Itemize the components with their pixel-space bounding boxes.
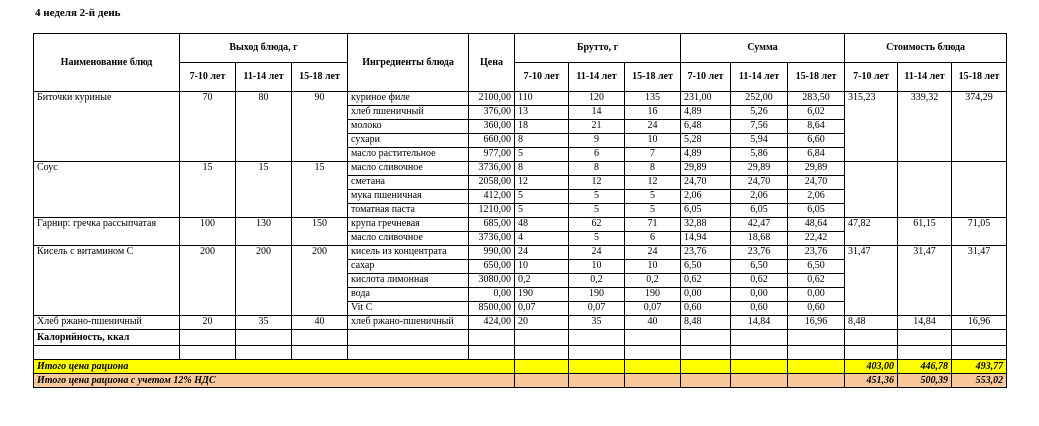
- header-sum-age: 11-14 лет: [731, 63, 788, 92]
- calories-row: [34, 330, 1007, 346]
- dish-output: 200: [292, 246, 348, 316]
- blank-cell: [952, 346, 1007, 360]
- dish-output: 100: [180, 218, 236, 246]
- ingredient-sum: 6,05: [681, 204, 731, 218]
- calories-cell: [898, 330, 952, 346]
- ingredient-price: 1210,00: [469, 204, 515, 218]
- ingredient-brutto: 10: [625, 260, 681, 274]
- calories-cell: [180, 330, 236, 346]
- ingredient-brutto: 0,2: [625, 274, 681, 288]
- ingredient-brutto: 5: [569, 190, 625, 204]
- ingredient-sum: 24,70: [681, 176, 731, 190]
- ingredient-name: Vit C: [348, 302, 469, 316]
- ingredient-brutto: 5: [515, 204, 569, 218]
- calories-cell: [625, 330, 681, 346]
- ingredient-brutto: 8: [569, 162, 625, 176]
- ingredient-sum: 5,28: [681, 134, 731, 148]
- header-dish-name: Наименование блюд: [34, 34, 180, 92]
- header-brutto-age: 11-14 лет: [569, 63, 625, 92]
- ingredient-brutto: 5: [515, 148, 569, 162]
- blank-cell: [292, 346, 348, 360]
- total-empty-cell: [731, 374, 788, 388]
- total-empty-cell: [731, 360, 788, 374]
- dish-output: 130: [236, 218, 292, 246]
- dish-name: Кисель с витамином С: [34, 246, 180, 316]
- blank-cell: [515, 346, 569, 360]
- blank-cell: [681, 346, 731, 360]
- ingredient-sum: 8,64: [788, 120, 845, 134]
- ingredient-price: 3736,00: [469, 162, 515, 176]
- ingredient-sum: 6,50: [681, 260, 731, 274]
- ingredient-brutto: 71: [625, 218, 681, 232]
- dish-output: 35: [236, 316, 292, 330]
- ingredient-brutto: 5: [569, 232, 625, 246]
- dish-output: 15: [292, 162, 348, 218]
- total-empty-cell: [788, 360, 845, 374]
- ingredient-price: 8500,00: [469, 302, 515, 316]
- ingredient-brutto: 0,07: [569, 302, 625, 316]
- blank-row: [34, 346, 1007, 360]
- ingredient-name: масло сливочное: [348, 232, 469, 246]
- ingredient-price: 412,00: [469, 190, 515, 204]
- ingredient-brutto: 190: [515, 288, 569, 302]
- dish-output: 15: [180, 162, 236, 218]
- ingredient-brutto: 13: [515, 106, 569, 120]
- header-sum: Сумма: [681, 34, 845, 63]
- ingredient-brutto: 0,07: [625, 302, 681, 316]
- ingredient-sum: 29,89: [731, 162, 788, 176]
- ingredient-sum: 16,96: [788, 316, 845, 330]
- ingredient-sum: 6,60: [788, 134, 845, 148]
- ingredient-brutto: 120: [569, 92, 625, 106]
- ingredient-brutto: 18: [515, 120, 569, 134]
- total-value: 451,36: [845, 374, 898, 388]
- total-empty-cell: [681, 360, 731, 374]
- ingredient-price: 990,00: [469, 246, 515, 260]
- calories-label: Калорийность, ккал: [34, 330, 180, 346]
- table-row: [34, 92, 1007, 106]
- ingredient-brutto: 10: [625, 134, 681, 148]
- ingredient-name: сахар: [348, 260, 469, 274]
- ingredient-brutto: 0,2: [569, 274, 625, 288]
- blank-cell: [845, 346, 898, 360]
- ingredient-brutto: 0,07: [515, 302, 569, 316]
- ingredient-brutto: 0,2: [515, 274, 569, 288]
- ingredient-brutto: 48: [515, 218, 569, 232]
- ingredient-brutto: 12: [569, 176, 625, 190]
- ingredient-brutto: 21: [569, 120, 625, 134]
- dish-cost: [952, 162, 1007, 218]
- ingredient-sum: 0,60: [731, 302, 788, 316]
- header-sum-age: 15-18 лет: [788, 63, 845, 92]
- ingredient-brutto: 4: [515, 232, 569, 246]
- ingredient-price: 3736,00: [469, 232, 515, 246]
- dish-cost: 31,47: [845, 246, 898, 316]
- blank-cell: [788, 346, 845, 360]
- ingredient-sum: 0,62: [731, 274, 788, 288]
- ingredient-sum: 23,76: [788, 246, 845, 260]
- total-empty-cell: [625, 360, 681, 374]
- total-empty-cell: [681, 374, 731, 388]
- ingredient-sum: 23,76: [681, 246, 731, 260]
- page-title: 4 неделя 2-й день: [35, 7, 121, 19]
- calories-cell: [569, 330, 625, 346]
- ingredient-sum: 283,50: [788, 92, 845, 106]
- ingredient-brutto: 20: [515, 316, 569, 330]
- header-cost-age: 11-14 лет: [898, 63, 952, 92]
- blank-cell: [180, 346, 236, 360]
- header-brutto-age: 7-10 лет: [515, 63, 569, 92]
- dish-cost: 8,48: [845, 316, 898, 330]
- calories-cell: [515, 330, 569, 346]
- header-cost: Стоимость блюда: [845, 34, 1007, 63]
- ingredient-name: крупа гречневая: [348, 218, 469, 232]
- header-cost-age: 7-10 лет: [845, 63, 898, 92]
- header-output: Выход блюда, г: [180, 34, 348, 63]
- ingredient-brutto: 6: [569, 148, 625, 162]
- blank-cell: [625, 346, 681, 360]
- ingredient-brutto: 190: [569, 288, 625, 302]
- ingredient-sum: 0,00: [681, 288, 731, 302]
- ingredient-name: молоко: [348, 120, 469, 134]
- ingredient-sum: 29,89: [681, 162, 731, 176]
- ingredient-sum: 2,06: [731, 190, 788, 204]
- ingredient-brutto: 9: [569, 134, 625, 148]
- total-empty-cell: [515, 374, 569, 388]
- dish-output: 200: [180, 246, 236, 316]
- ingredient-name: кисель из концентрата: [348, 246, 469, 260]
- total-empty-cell: [569, 374, 625, 388]
- ingredient-sum: 7,56: [731, 120, 788, 134]
- calories-cell: [236, 330, 292, 346]
- calories-cell: [469, 330, 515, 346]
- ingredient-brutto: 5: [569, 204, 625, 218]
- ingredient-brutto: 62: [569, 218, 625, 232]
- blank-cell: [348, 346, 469, 360]
- header-sum-age: 7-10 лет: [681, 63, 731, 92]
- ingredient-name: томатная паста: [348, 204, 469, 218]
- ingredient-brutto: 35: [569, 316, 625, 330]
- ingredient-sum: 42,47: [731, 218, 788, 232]
- ingredient-price: 424,00: [469, 316, 515, 330]
- ingredient-brutto: 110: [515, 92, 569, 106]
- header-brutto: Брутто, г: [515, 34, 681, 63]
- calories-cell: [788, 330, 845, 346]
- menu-table: [33, 33, 1007, 388]
- ingredient-sum: 231,00: [681, 92, 731, 106]
- header-price: Цена: [469, 34, 515, 92]
- ingredient-brutto: 10: [515, 260, 569, 274]
- ingredient-price: 360,00: [469, 120, 515, 134]
- calories-cell: [348, 330, 469, 346]
- ingredient-sum: 2,06: [788, 190, 845, 204]
- ingredient-brutto: 6: [625, 232, 681, 246]
- ingredient-name: кислота лимонная: [348, 274, 469, 288]
- ingredient-sum: 14,84: [731, 316, 788, 330]
- header-output-age: 11-14 лет: [236, 63, 292, 92]
- total-value: 553,02: [952, 374, 1007, 388]
- ingredient-sum: 23,76: [731, 246, 788, 260]
- ingredient-sum: 6,50: [731, 260, 788, 274]
- ingredient-sum: 5,86: [731, 148, 788, 162]
- ingredient-sum: 24,70: [731, 176, 788, 190]
- calories-cell: [731, 330, 788, 346]
- total-empty-cell: [625, 374, 681, 388]
- calories-cell: [292, 330, 348, 346]
- table-row: [34, 162, 1007, 176]
- blank-cell: [34, 346, 180, 360]
- ingredient-name: хлеб пшеничный: [348, 106, 469, 120]
- age-header-row: [34, 63, 1007, 92]
- blank-cell: [469, 346, 515, 360]
- dish-cost: 14,84: [898, 316, 952, 330]
- dish-cost: 315,23: [845, 92, 898, 162]
- ingredient-sum: 29,89: [788, 162, 845, 176]
- total-row: [34, 374, 1007, 388]
- ingredient-brutto: 8: [515, 162, 569, 176]
- total-value: 403,00: [845, 360, 898, 374]
- dish-output: 150: [292, 218, 348, 246]
- header-brutto-age: 15-18 лет: [625, 63, 681, 92]
- dish-name: Хлеб ржано-пшеничный: [34, 316, 180, 330]
- dish-cost: [845, 162, 898, 218]
- dish-output: 20: [180, 316, 236, 330]
- total-label: Итого цена рациона с учетом 12% НДС: [34, 374, 515, 388]
- ingredient-sum: 2,06: [681, 190, 731, 204]
- ingredient-sum: 0,00: [731, 288, 788, 302]
- ingredient-sum: 4,89: [681, 148, 731, 162]
- ingredient-sum: 6,02: [788, 106, 845, 120]
- total-row: [34, 360, 1007, 374]
- ingredient-brutto: 5: [625, 190, 681, 204]
- total-value: 493,77: [952, 360, 1007, 374]
- ingredient-sum: 6,05: [731, 204, 788, 218]
- ingredient-price: 2058,00: [469, 176, 515, 190]
- ingredient-brutto: 7: [625, 148, 681, 162]
- dish-output: 90: [292, 92, 348, 162]
- blank-cell: [731, 346, 788, 360]
- ingredient-sum: 0,62: [681, 274, 731, 288]
- ingredient-name: сухари: [348, 134, 469, 148]
- dish-name: Биточки куриные: [34, 92, 180, 162]
- ingredient-brutto: 24: [515, 246, 569, 260]
- ingredient-sum: 8,48: [681, 316, 731, 330]
- ingredient-price: 685,00: [469, 218, 515, 232]
- ingredient-sum: 6,48: [681, 120, 731, 134]
- total-value: 446,78: [898, 360, 952, 374]
- total-label: Итого цена рациона: [34, 360, 515, 374]
- ingredient-name: масло сливочное: [348, 162, 469, 176]
- ingredient-sum: 0,60: [681, 302, 731, 316]
- ingredient-sum: 0,00: [788, 288, 845, 302]
- ingredient-price: 650,00: [469, 260, 515, 274]
- ingredient-sum: 4,89: [681, 106, 731, 120]
- dish-cost: 31,47: [898, 246, 952, 316]
- total-empty-cell: [788, 374, 845, 388]
- ingredient-sum: 14,94: [681, 232, 731, 246]
- ingredient-sum: 6,84: [788, 148, 845, 162]
- dish-name: Гарнир: гречка рассыпчатая: [34, 218, 180, 246]
- dish-cost: 16,96: [952, 316, 1007, 330]
- dish-output: 40: [292, 316, 348, 330]
- ingredient-brutto: 14: [569, 106, 625, 120]
- ingredient-price: 2100,00: [469, 92, 515, 106]
- ingredient-price: 376,00: [469, 106, 515, 120]
- dish-cost: [898, 162, 952, 218]
- table-row: [34, 246, 1007, 260]
- ingredient-sum: 252,00: [731, 92, 788, 106]
- ingredient-sum: 5,94: [731, 134, 788, 148]
- dish-output: 200: [236, 246, 292, 316]
- ingredient-brutto: 190: [625, 288, 681, 302]
- ingredient-sum: 48,64: [788, 218, 845, 232]
- table-row: [34, 316, 1007, 330]
- ingredient-sum: 6,05: [788, 204, 845, 218]
- ingredient-brutto: 24: [625, 246, 681, 260]
- ingredient-name: сметана: [348, 176, 469, 190]
- header-output-age: 7-10 лет: [180, 63, 236, 92]
- ingredient-name: вода: [348, 288, 469, 302]
- ingredient-brutto: 8: [625, 162, 681, 176]
- ingredient-brutto: 24: [569, 246, 625, 260]
- calories-cell: [681, 330, 731, 346]
- dish-cost: 339,32: [898, 92, 952, 162]
- ingredient-price: 0,00: [469, 288, 515, 302]
- total-empty-cell: [569, 360, 625, 374]
- ingredient-sum: 24,70: [788, 176, 845, 190]
- ingredient-brutto: 5: [515, 190, 569, 204]
- header-cost-age: 15-18 лет: [952, 63, 1007, 92]
- ingredient-name: хлеб ржано-пшеничный: [348, 316, 469, 330]
- ingredient-brutto: 16: [625, 106, 681, 120]
- header-output-age: 15-18 лет: [292, 63, 348, 92]
- dish-cost: 61,15: [898, 218, 952, 246]
- ingredient-brutto: 24: [625, 120, 681, 134]
- ingredient-name: мука пшеничная: [348, 190, 469, 204]
- dish-output: 15: [236, 162, 292, 218]
- ingredient-sum: 18,68: [731, 232, 788, 246]
- blank-cell: [236, 346, 292, 360]
- dish-cost: 47,82: [845, 218, 898, 246]
- calories-cell: [952, 330, 1007, 346]
- ingredient-sum: 32,88: [681, 218, 731, 232]
- ingredient-sum: 0,60: [788, 302, 845, 316]
- ingredient-sum: 0,62: [788, 274, 845, 288]
- dish-output: 80: [236, 92, 292, 162]
- ingredient-price: 3080,00: [469, 274, 515, 288]
- ingredient-sum: 5,26: [731, 106, 788, 120]
- ingredient-brutto: 5: [625, 204, 681, 218]
- ingredient-name: масло растительное: [348, 148, 469, 162]
- ingredient-name: куриное филе: [348, 92, 469, 106]
- calories-cell: [845, 330, 898, 346]
- dish-output: 70: [180, 92, 236, 162]
- ingredient-sum: 22,42: [788, 232, 845, 246]
- header-ingredients: Ингредиенты блюда: [348, 34, 469, 92]
- ingredient-brutto: 12: [515, 176, 569, 190]
- ingredient-price: 660,00: [469, 134, 515, 148]
- dish-name: Соус: [34, 162, 180, 218]
- dish-cost: 71,05: [952, 218, 1007, 246]
- ingredient-brutto: 10: [569, 260, 625, 274]
- blank-cell: [898, 346, 952, 360]
- total-empty-cell: [515, 360, 569, 374]
- ingredient-brutto: 12: [625, 176, 681, 190]
- ingredient-sum: 6,50: [788, 260, 845, 274]
- ingredient-brutto: 135: [625, 92, 681, 106]
- ingredient-brutto: 40: [625, 316, 681, 330]
- ingredient-price: 977,00: [469, 148, 515, 162]
- dish-cost: 31,47: [952, 246, 1007, 316]
- ingredient-brutto: 8: [515, 134, 569, 148]
- total-value: 500,39: [898, 374, 952, 388]
- blank-cell: [569, 346, 625, 360]
- dish-cost: 374,29: [952, 92, 1007, 162]
- table-row: [34, 218, 1007, 232]
